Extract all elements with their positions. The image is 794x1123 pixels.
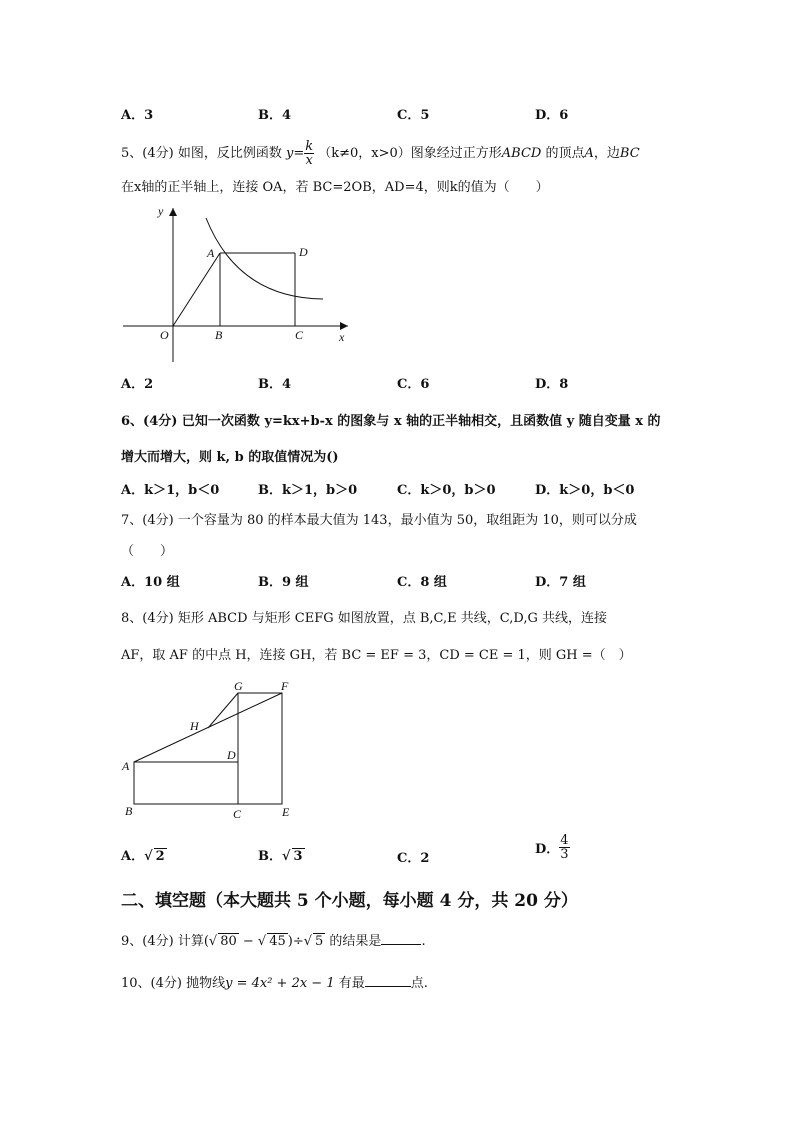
- q5-y-eq: y=: [285, 146, 305, 161]
- q10-stem: [121, 972, 428, 991]
- q5-y-arrow: [169, 208, 177, 216]
- q9-end: .: [421, 934, 426, 949]
- q9-radicand-2: 45: [269, 934, 286, 949]
- q8-option-d-fraction: [559, 834, 569, 861]
- q9-radicand-1: 80: [220, 934, 237, 949]
- q8-option-d-num: 4: [560, 833, 569, 848]
- q5-a: A: [584, 146, 594, 161]
- q5-prefix: 5、(4分) 如图，反比例函数: [121, 146, 282, 161]
- q6-stem-line2: 增大而增大，则 k, b 的取值情况为(): [121, 450, 339, 465]
- q4-option-a: A．3: [121, 108, 154, 123]
- q6-option-c: C．k＞0，b＞0: [397, 483, 496, 498]
- q10-end: 点.: [410, 976, 428, 991]
- q8-label-h: H: [190, 719, 199, 733]
- q5-option-b: B．4: [258, 377, 292, 392]
- q5-mid: 的顶点: [545, 146, 585, 161]
- q10-mid: 有最: [334, 976, 365, 991]
- q5-label-y: y: [158, 204, 164, 218]
- q8-rect-abcd: [134, 762, 238, 804]
- q4-option-c: C．5: [397, 108, 430, 123]
- q8-option-b-radicand: 3: [293, 849, 303, 864]
- q8-stem-line1: 8、(4分) 矩形 ABCD 与矩形 CEFG 如图放置，点 B,C,E 共线，C,D,G 共线，连接: [121, 611, 608, 626]
- q5-frac-den: x: [305, 153, 313, 168]
- q8-segment-gh: [208, 693, 238, 728]
- q7-stem-line1: 7、(4分) 一个容量为 80 的样本最大值为 143，最小值为 50，取组距为 10，则可以分成: [121, 513, 637, 528]
- q10-prefix: 10、(4分) 抛物线: [121, 976, 226, 991]
- q8-label-c: C: [233, 807, 242, 821]
- q4-option-d: D．6: [535, 108, 569, 123]
- q5-label-x: x: [339, 330, 345, 344]
- q5-label-o: O: [160, 328, 169, 342]
- q7-option-c: C．8 组: [397, 575, 447, 590]
- q8-option-d: [535, 834, 570, 861]
- q5-label-b: B: [215, 328, 223, 342]
- q5-option-d: D．8: [535, 377, 569, 392]
- q9-stem: 9、(4分) 计算(√ 80 − √ 45 )÷√ 5 的结果是 .: [121, 934, 426, 949]
- q10-equation: y = 4x² + 2x − 1: [225, 976, 335, 991]
- q8-label-b: B: [125, 804, 133, 818]
- q9-minus: −: [238, 934, 258, 949]
- q8-option-a: A．√ 2: [121, 849, 165, 864]
- q8-option-b: B．√ 3: [258, 849, 303, 864]
- q8-figure: [118, 676, 308, 824]
- q5-option-a: A．2: [121, 377, 154, 392]
- q6-option-b: B．k＞1，b＞0: [258, 483, 358, 498]
- q8-rect-cefg: [238, 693, 282, 804]
- q8-label-f: F: [281, 679, 289, 693]
- q7-option-a: A．10 组: [121, 575, 180, 590]
- q8-stem-line2: AF，取 AF 的中点 H，连接 GH，若 BC = EF = 3，CD = CE = 1，则 GH =（ ）: [121, 648, 632, 663]
- q5-figure: [118, 200, 358, 370]
- q8-option-b-label: B．: [258, 849, 282, 864]
- q5-label-c: C: [295, 328, 304, 342]
- q9-prefix: 9、(4分) 计算(: [121, 934, 209, 949]
- q9-radicand-3: 5: [315, 934, 324, 949]
- q8-label-e: E: [282, 805, 290, 819]
- q5-option-c: C．6: [397, 377, 430, 392]
- q5-stem-line1: [121, 140, 640, 167]
- section2-title: 二、填空题（本大题共 5 个小题，每小题 4 分，共 20 分）: [121, 891, 578, 911]
- q6-stem-line1: 6、(4分) 已知一次函数 y=kx+b-x 的图象与 x 轴的正半轴相交，且函数值 y 随自变量 x 的: [121, 414, 661, 429]
- q9-div: )÷: [287, 934, 304, 949]
- q5-fraction: [304, 140, 314, 167]
- q5-label-d: D: [299, 245, 308, 259]
- q5-condition: （k≠0，x>0）图象经过正方形: [318, 146, 502, 161]
- q8-option-a-radicand: 2: [155, 849, 165, 864]
- q5-segment-oa: [173, 253, 220, 326]
- q8-option-a-label: A．: [121, 849, 145, 864]
- q7-option-d: D．7 组: [535, 575, 586, 590]
- q8-option-d-label: D．: [535, 842, 560, 857]
- q5-mid2: ，边: [593, 146, 620, 161]
- q6-option-a: A．k＞1，b＜0: [121, 483, 220, 498]
- q10-answer-blank[interactable]: [365, 986, 411, 987]
- q4-option-b: B．4: [258, 108, 292, 123]
- q5-abcd: ABCD: [501, 146, 542, 161]
- q5-x-arrow: [340, 322, 348, 330]
- q6-option-d: D．k＞0，b＜0: [535, 483, 635, 498]
- q5-frac-num: k: [305, 139, 314, 154]
- q5-bc: BC: [619, 146, 640, 161]
- q7-stem-line2: （ ）: [121, 544, 174, 559]
- q8-label-d: D: [227, 748, 236, 762]
- q7-option-b: B．9 组: [258, 575, 309, 590]
- q8-label-a: A: [122, 759, 130, 773]
- q8-option-c: C．2: [397, 851, 430, 866]
- q5-stem-line2: 在x轴的正半轴上，连接 OA，若 BC=2OB，AD=4，则k的值为（ ）: [121, 180, 549, 195]
- q8-option-d-den: 3: [560, 847, 569, 862]
- q9-suffix: 的结果是: [325, 934, 382, 949]
- q5-label-a: A: [207, 246, 215, 260]
- q8-label-g: G: [234, 679, 243, 693]
- q9-answer-blank[interactable]: [381, 944, 421, 945]
